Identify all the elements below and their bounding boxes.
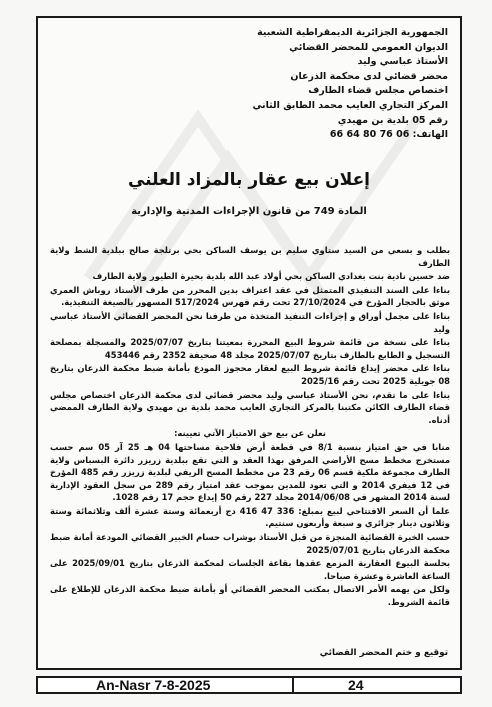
header-municipality: رقم 05 بلدية بن مهيدي: [337, 114, 448, 126]
body-paragraph: بطلب و بسعي من السيد ستاوي سليم بن يوسف الساكن بحي برتلجة صالح ببلدية الشط ولاية الطارف: [50, 245, 450, 268]
header-phone: الهاتف: 06 76 80 64 66: [329, 129, 448, 141]
notice-subtitle: المادة 749 من قانون الإجراءات المدنية والإدارية: [131, 206, 367, 217]
header-office: الديوان العمومي للمحضر القضائي: [289, 41, 448, 53]
body-paragraph: ضد حسين نادية بنت بغدادي الساكن بحي أولاد عبد الله بلدية بحيرة الطيور ولاية الطارف: [92, 271, 450, 282]
notice-title: إعلان بيع عقار بالمزاد العلني: [127, 170, 371, 190]
body-paragraph: بناءا على نسخة من قائمة شروط البيع المحررة بمعيتنا بتاريخ 2025/07/07 والمسجلة بمصلحة التسجيل و الطابع بالطارف بتاريخ 2025/07/07 مجلد 48 صحيفة 2352 رقم 453446: [50, 337, 451, 360]
page-number: 24: [348, 677, 364, 693]
notice-frame: [36, 16, 462, 670]
header-republic: الجمهورية الجزائرية الديمقراطية الشعبية: [257, 27, 448, 38]
body-paragraph: بناءا على مجمل أوراق و إجراءات التنفيذ المتخذة من طرفنا نحن المحضر القضائي الأستاذ عباسي وليد: [50, 310, 450, 334]
header-jurisdiction: اختصاص مجلس قضاء الطارف: [308, 85, 448, 97]
body-paragraph: بناءا على السند التنفيذي المتمثل في عقد اعتراف بدين المحرر من طرف الأستاذ روباش العمري موثق بالحجار المؤرخ في 27/10/2024 تحت رقم فهرس 517/2024 المسهور بالصيغة التنفيذية.: [50, 284, 450, 308]
newspaper-name-date: An-Nasr 7-8-2025: [96, 677, 211, 693]
page-footer: [36, 676, 462, 694]
header-court: محضر قضائي لدى محكمة الذرعان: [290, 70, 448, 82]
body-paragraph: بناءا على ما تقدم، نحن الأستاذ عباسي وليد محضر قضائي لدى محكمة الذرعان اختصاص مجلس قضاء الطارف الكائن مكتبنا بالمركز التجاري العايب محمد بلدية بن مهيدي ولاية الطارف الممضي أدناه.: [50, 389, 450, 425]
body-paragraph: بحلسة البيوع العقارية المزمع عقدها بقاعة الجلسات لمحكمة الذرعان بتاريخ 2025/09/01 على الساعة العاشرة وعشرة صباحا.: [50, 558, 450, 581]
notice-body: [50, 244, 450, 610]
body-paragraph: ولكل من يهمه الأمر الاتصال بمكتب المحضر القضائي أو بأمانة ضبط محكمة الذرعان للإطلاع على قائمة الشروط.: [50, 584, 450, 608]
body-paragraph: علما أن السعر الافتتاحي لبيع بمبلغ: 336 47 416 دج أربعمائة وستة عشرة ألف وثلاثمائة وستة وثلاثون دينار جزائري و سبعة وأربعون سنتيم.: [50, 505, 450, 529]
body-paragraph: منابا في حق امتياز بنسبة 8/1 في قطعة أرض فلاحية مساحتها 04 هـ 25 آر 05 سم حسب مستخرج مخطط مسح الأراضي المرفق بهذا العقد و التي تقع ببلدية زريزر دائرة البسباس ولاية الطارف مجموعة ملكية قسم 06 رقم 23 من مخطط المسح الريفي لبلدية زريزر رقم 485 المؤرخ في 12 فيفري 2014 و التي تعود للمدين بموجب عقد امتياز رقم 289 من سجل العقود الإدارية لسنة 2014 المشهر في 2014/06/08 مجلد 227 رقم 50 إيداع حجم 17 رقم 1028.: [50, 441, 450, 503]
header-bailiff-name: الأستاذ عباسي وليد: [357, 56, 448, 68]
bailiff-header: [118, 26, 448, 143]
body-paragraph: بناءا على محضر إيداع قائمة شروط البيع لعقار محجوز المودع بأمانة ضبط محكمة الذرعان بتاريخ 08 جويلية 2025 تحت رقم 2025/16: [50, 363, 450, 386]
footer-divider: [292, 678, 294, 692]
body-paragraph: نعلن عن بيع حق الامتياز الآتي تعيينه:: [174, 428, 326, 439]
body-paragraph: حسب الخبرة القضائية المنجزة من قبل الأستاذ بوشراب حسام الخبير القضائي المودعة أمانة ضبط محكمة الذرعان بتاريخ 2025/07/01: [50, 532, 450, 555]
header-address: المركز التجاري العايب محمد الطابق الثاني: [252, 99, 448, 111]
signature-line: توقيع و ختم المحضر القضائي: [319, 648, 448, 658]
